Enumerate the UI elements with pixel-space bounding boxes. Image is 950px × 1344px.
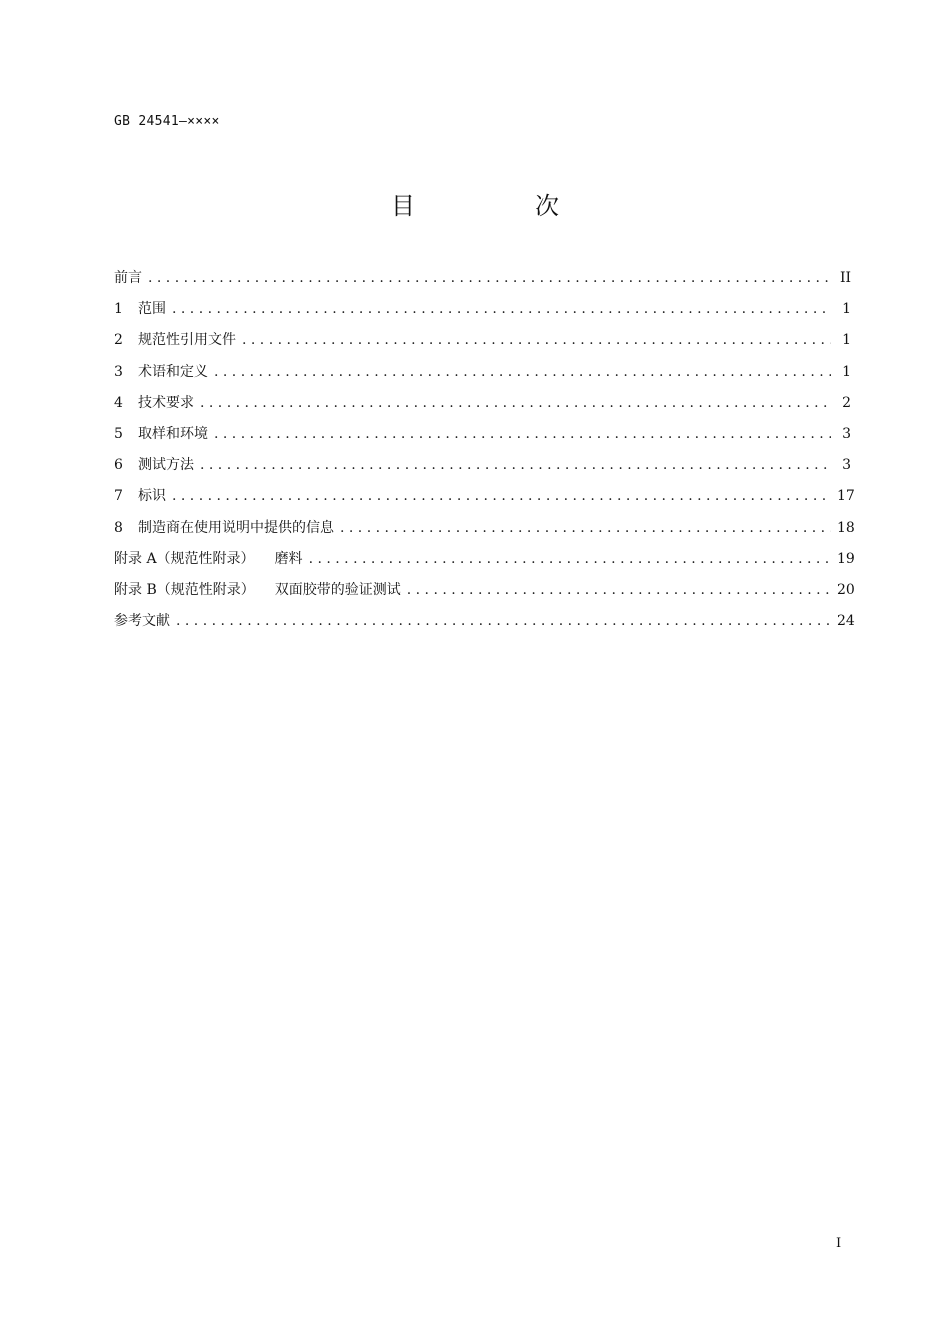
toc-dot-leader	[200, 389, 831, 417]
toc-entry-label	[114, 482, 166, 510]
toc-entry-page: 3	[842, 457, 851, 474]
toc-entry-label: 前言	[114, 270, 142, 286]
toc-dot-leader	[214, 420, 831, 448]
toc-entry-text: 技术要求	[138, 394, 194, 411]
toc-entry-marking[interactable]	[114, 482, 855, 513]
toc-entry-label	[114, 358, 208, 386]
toc-entry-page: 20	[837, 581, 855, 598]
toc-entry-text: 制造商在使用说明中提供的信息	[138, 519, 334, 536]
toc-entry-text: 测试方法	[138, 457, 194, 474]
toc-entry-number: 7	[114, 488, 123, 505]
toc-entry-normative-references[interactable]	[114, 326, 851, 357]
toc-entry-page: 1	[842, 332, 851, 349]
toc-entry-page: 1	[842, 301, 851, 318]
toc-dot-leader	[172, 295, 831, 323]
toc-entry-label	[114, 389, 194, 417]
page-number: I	[836, 1236, 842, 1251]
toc-entry-label	[114, 295, 166, 323]
toc-entry-manufacturer-information[interactable]	[114, 514, 855, 545]
toc-entry-scope[interactable]	[114, 295, 851, 326]
toc-entry-test-methods[interactable]	[114, 451, 851, 482]
toc-entry-page: 1	[842, 363, 851, 380]
toc-entry-page: 2	[842, 394, 851, 411]
toc-entry-text: 附录 B（规范性附录）	[114, 581, 255, 598]
toc-entry-text: 范围	[138, 301, 166, 318]
toc-entry-subtitle: 磨料	[274, 550, 303, 567]
toc-entry-number: 3	[114, 363, 123, 380]
toc-entry-text: 附录 A（规范性附录）	[114, 550, 255, 567]
toc-entry-page: II	[839, 270, 851, 286]
toc-entry-number: 2	[114, 332, 123, 349]
toc-entry-label	[114, 545, 303, 573]
toc-entry-label	[114, 514, 334, 542]
standard-code: GB 24541—××××	[114, 114, 220, 129]
toc-dot-leader	[407, 576, 831, 604]
toc-entry-foreword[interactable]	[114, 264, 851, 295]
toc-entry-technical-requirements[interactable]	[114, 389, 851, 420]
toc-dot-leader	[340, 514, 831, 542]
toc-dot-leader	[242, 326, 831, 354]
toc-entry-text: 规范性引用文件	[138, 332, 236, 349]
toc-dot-leader	[200, 451, 831, 479]
toc-title: 目 次	[391, 192, 607, 220]
toc-entry-text: 取样和环境	[138, 425, 208, 442]
toc-entry-label: 参考文献	[114, 613, 170, 630]
toc-dot-leader	[309, 545, 831, 573]
toc-entry-page: 3	[842, 425, 851, 442]
toc-entry-sampling-environment[interactable]	[114, 420, 851, 451]
toc-entry-page: 24	[837, 613, 855, 630]
toc-dot-leader	[172, 482, 831, 510]
toc-dot-leader	[176, 607, 831, 635]
toc-entry-annex-a[interactable]	[114, 545, 855, 576]
toc-entry-page: 17	[837, 488, 855, 505]
toc-entry-number: 6	[114, 457, 123, 474]
toc-entry-label	[114, 576, 401, 604]
toc-entry-annex-b[interactable]	[114, 576, 855, 607]
toc-entry-bibliography[interactable]	[114, 607, 855, 638]
toc-dot-leader	[148, 264, 831, 292]
table-of-contents	[114, 264, 855, 638]
toc-entry-number: 1	[114, 301, 123, 318]
toc-entry-number: 4	[114, 394, 123, 411]
toc-entry-number: 8	[114, 519, 123, 536]
toc-entry-subtitle: 双面胶带的验证测试	[274, 581, 401, 598]
toc-entry-label	[114, 326, 236, 354]
toc-entry-terms-definitions[interactable]	[114, 358, 851, 389]
toc-dot-leader	[214, 358, 831, 386]
toc-entry-page: 18	[837, 519, 855, 536]
toc-entry-page: 19	[837, 550, 855, 567]
toc-entry-text: 标识	[138, 488, 166, 505]
toc-entry-label	[114, 451, 194, 479]
toc-entry-label	[114, 420, 208, 448]
toc-entry-number: 5	[114, 425, 123, 442]
toc-entry-text: 术语和定义	[138, 363, 208, 380]
